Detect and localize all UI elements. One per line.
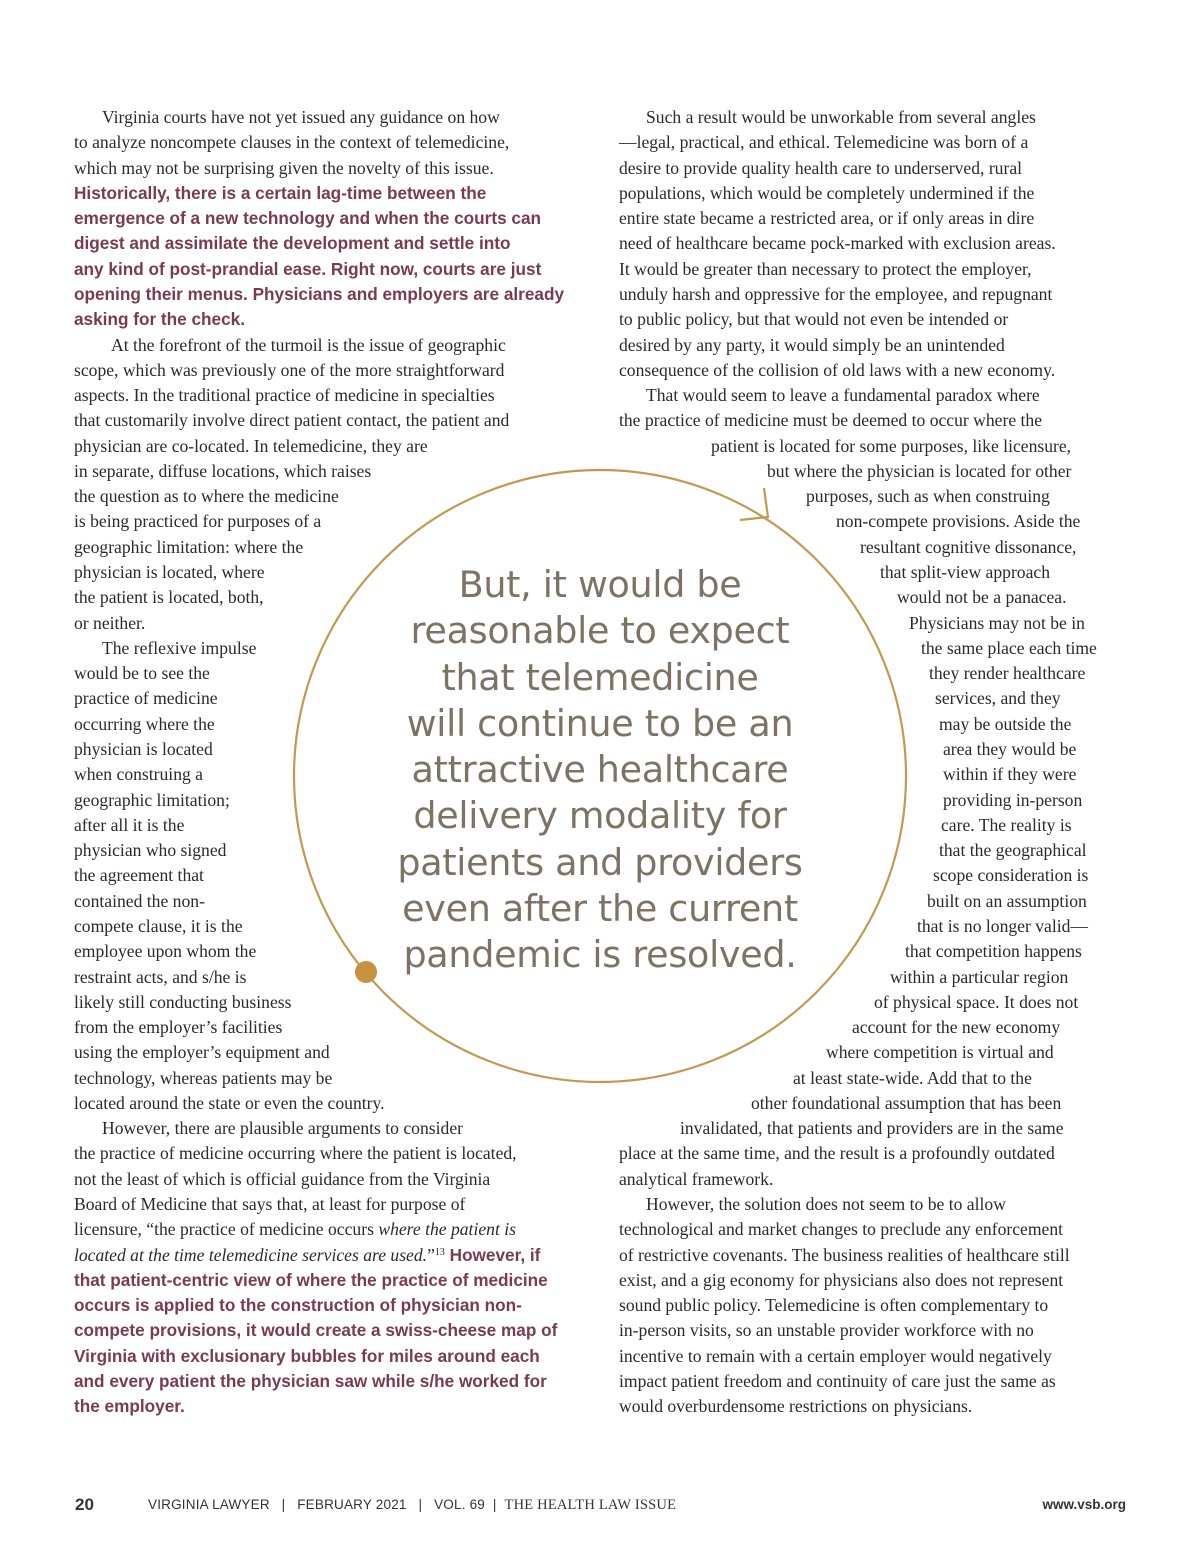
text-run: patient is located for some purposes, like licensure, — [711, 435, 1072, 456]
text-line — [939, 838, 1087, 863]
text-run: that customarily involve direct patient contact, the patient and — [74, 410, 510, 431]
text-line — [74, 914, 243, 939]
text-line — [74, 257, 541, 282]
text-run: scope consideration is — [933, 865, 1089, 886]
text-run: purposes, such as when construing — [806, 486, 1050, 507]
text-line — [74, 1066, 332, 1091]
text-run: opening their menus. Physicians and employers are already — [74, 283, 565, 304]
text-run: compete clause, it is the — [74, 915, 243, 936]
text-line — [74, 1217, 516, 1242]
text-run: restraint acts, and s/he is — [74, 966, 247, 987]
text-run: licensure, “the practice of medicine occurs — [74, 1219, 379, 1240]
text-line — [646, 1192, 1006, 1217]
text-run: in-person visits, so an unstable provider workforce with no — [619, 1320, 1034, 1341]
text-line — [74, 181, 486, 206]
text-line — [619, 358, 1055, 383]
text-line — [860, 535, 1076, 560]
text-run: compete provisions, it would create a swiss-cheese map of — [74, 1320, 558, 1341]
text-run: which may not be surprising given the novelty of this issue. — [74, 157, 494, 178]
text-line — [619, 130, 1028, 155]
text-run: from the employer’s facilities — [74, 1017, 283, 1038]
text-line — [74, 1091, 385, 1116]
text-line — [619, 408, 1042, 433]
text-line — [619, 333, 1005, 358]
text-line — [74, 130, 509, 155]
text-line — [74, 1243, 540, 1268]
circle-dot-icon — [355, 961, 377, 983]
text-line — [74, 788, 230, 813]
text-line — [74, 408, 509, 433]
text-line — [74, 762, 203, 787]
text-line — [74, 206, 541, 231]
text-line — [74, 1192, 465, 1217]
text-run: emergence of a new technology and when the courts can — [74, 208, 542, 229]
text-run: physician is located — [74, 739, 213, 759]
text-line — [897, 585, 1067, 610]
text-run: located at the time telemedicine services are used. — [74, 1244, 428, 1265]
text-run: within a particular region — [890, 966, 1069, 987]
text-run: to public policy, but that would not even be intended or — [619, 309, 1009, 330]
text-line — [74, 1394, 185, 1419]
text-run: However, there are plausible arguments to consider — [102, 1118, 463, 1139]
text-line — [880, 560, 1050, 585]
text-run: occurs is applied to the construction of physician non- — [74, 1295, 522, 1316]
text-run: Historically, there is a certain lag-time between the — [74, 182, 487, 203]
text-run: It would be greater than necessary to protect the employer, — [619, 258, 1032, 279]
publication-name: VIRGINIA LAWYER — [148, 1497, 270, 1512]
page-number: 20 — [75, 1495, 94, 1514]
text-run: asking for the check. — [74, 309, 245, 330]
text-line — [929, 661, 1085, 686]
text-run: Physicians may not be in — [909, 612, 1085, 633]
text-line — [74, 509, 321, 534]
text-line — [619, 1394, 972, 1419]
text-line — [619, 231, 1056, 256]
text-run: Board of Medicine that says that, at least for purpose of — [74, 1194, 466, 1215]
text-run: or neither. — [74, 612, 146, 633]
text-line — [619, 206, 1034, 231]
text-line — [806, 484, 1050, 509]
text-line — [619, 307, 1008, 332]
text-line — [935, 686, 1061, 711]
text-run: resultant cognitive dissonance, — [860, 536, 1077, 557]
text-run: place at the same time, and the result is a profoundly outdated — [619, 1143, 1055, 1164]
pull-quote-line: reasonable to expect — [410, 609, 790, 653]
text-run: analytical framework. — [619, 1168, 774, 1189]
text-run: other foundational assumption that has been — [751, 1092, 1062, 1113]
text-line — [74, 712, 215, 737]
text-run: providing in-person — [943, 789, 1083, 810]
text-line — [943, 788, 1082, 813]
text-line — [826, 1040, 1054, 1065]
text-run: contained the non- — [74, 890, 205, 911]
text-line — [74, 1040, 330, 1065]
text-run: desire to provide quality health care to underserved, rural — [619, 157, 1023, 178]
text-run: practice of medicine — [74, 688, 218, 709]
text-run: physician who signed — [74, 840, 227, 861]
text-run: the practice of medicine must be deemed to occur where the — [619, 410, 1043, 431]
text-line — [619, 1369, 1056, 1394]
text-run: populations, which would be completely undermined if the — [619, 182, 1035, 203]
text-run: after all it is the — [74, 814, 185, 835]
text-run: incentive to remain with a certain employer would negatively — [619, 1345, 1052, 1366]
text-run: invalidated, that patients and providers are in the same — [680, 1118, 1064, 1139]
text-run: account for the new economy — [852, 1017, 1061, 1038]
running-header — [148, 1494, 676, 1516]
text-run: any kind of post-prandial ease. Right now, courts are just — [74, 258, 542, 279]
text-run: may be outside the — [939, 713, 1072, 734]
text-line — [619, 1167, 773, 1192]
text-run: geographic limitation: where the — [74, 536, 304, 557]
text-line — [74, 282, 564, 307]
text-line — [74, 1318, 557, 1343]
text-line — [646, 383, 1040, 408]
text-line — [74, 1344, 540, 1369]
text-line — [74, 383, 495, 408]
pull-quote-line: But, it would be — [458, 563, 742, 606]
text-line — [905, 939, 1082, 964]
text-run: Virginia with exclusionary bubbles for miles around each — [74, 1345, 540, 1366]
text-run: that competition happens — [905, 941, 1082, 962]
text-run: entire state became a restricted area, or if only areas in dire — [619, 208, 1035, 229]
text-run: where competition is virtual and — [826, 1042, 1054, 1063]
text-run: physician are co-located. In telemedicine, they are — [74, 435, 428, 456]
text-line — [74, 1015, 282, 1040]
text-run: aspects. In the traditional practice of medicine in specialties — [74, 385, 495, 406]
text-run: area they would be — [943, 739, 1077, 759]
text-line — [890, 965, 1068, 990]
text-run: services, and they — [935, 688, 1061, 709]
text-line — [619, 1217, 1063, 1242]
text-line — [74, 434, 428, 459]
text-line — [921, 636, 1097, 661]
text-line — [74, 1369, 547, 1394]
footer-separator: | — [281, 1497, 286, 1512]
text-line — [793, 1066, 1032, 1091]
text-run: scope, which was previously one of the more straightforward — [74, 359, 505, 380]
text-run: geographic limitation; — [74, 789, 230, 810]
pull-quote-line: delivery modality for — [413, 794, 787, 838]
text-line — [74, 889, 205, 914]
text-run: is being practiced for purposes of a — [74, 511, 322, 532]
text-line — [619, 1141, 1055, 1166]
text-line — [74, 1141, 517, 1166]
text-run: within if they were — [943, 764, 1077, 785]
text-run: at least state-wide. Add that to the — [793, 1067, 1032, 1088]
website-url: www.vsb.org — [1042, 1497, 1126, 1512]
text-line — [74, 1268, 548, 1293]
issue-date: FEBRUARY 2021 — [297, 1497, 407, 1512]
text-line — [836, 509, 1080, 534]
text-run: desired by any party, it would simply be an unintended — [619, 334, 1005, 355]
text-line — [74, 965, 246, 990]
text-line — [711, 434, 1071, 459]
text-line — [909, 611, 1085, 636]
text-run: —legal, practical, and ethical. Telemedicine was born of a — [619, 132, 1029, 153]
text-line — [74, 231, 510, 256]
text-run: where the patient is — [378, 1219, 516, 1240]
pull-quote-line: attractive healthcare — [411, 748, 789, 792]
footer-separator: | — [418, 1497, 423, 1512]
text-run: At the forefront of the turmoil is the issue of geographic — [111, 334, 506, 355]
text-line — [874, 990, 1078, 1015]
footer-separator: | — [492, 1497, 497, 1512]
text-run: The reflexive impulse — [102, 637, 257, 658]
text-line — [941, 813, 1072, 838]
text-run: of restrictive covenants. The business realities of healthcare still — [619, 1244, 1070, 1265]
text-line — [619, 156, 1022, 181]
text-line — [74, 535, 303, 560]
text-line — [619, 282, 1052, 307]
text-line — [74, 838, 226, 863]
issue-title: THE HEALTH LAW ISSUE — [504, 1497, 677, 1513]
text-run: the question as to where the medicine — [74, 486, 339, 507]
text-line — [74, 459, 371, 484]
text-run: not the least of which is official guidance from the Virginia — [74, 1168, 491, 1189]
text-run: the same place each time — [921, 637, 1097, 658]
text-run: sound public policy. Telemedicine is often complementary to — [619, 1295, 1049, 1316]
pull-quote-line: will continue to be an — [406, 701, 794, 745]
text-line — [74, 585, 264, 610]
footnote-ref: 13 — [434, 1246, 445, 1258]
text-line — [751, 1091, 1061, 1116]
text-line — [943, 737, 1076, 762]
text-line — [74, 307, 245, 332]
text-line — [619, 181, 1034, 206]
text-run: using the employer’s equipment and — [74, 1042, 330, 1063]
text-line — [74, 358, 504, 383]
pull-quote — [385, 562, 815, 979]
text-line — [74, 863, 204, 888]
text-run: would overburdensome restrictions on physicians. — [619, 1396, 973, 1417]
text-line — [74, 813, 184, 838]
text-run: care. The reality is — [941, 814, 1072, 835]
text-line — [680, 1116, 1064, 1141]
text-run: they render healthcare — [929, 663, 1086, 684]
text-run: impact patient freedom and continuity of care just the same as — [619, 1371, 1056, 1391]
text-run: non-compete provisions. Aside the — [836, 511, 1081, 532]
text-line — [74, 661, 210, 686]
text-line — [619, 1243, 1070, 1268]
text-line — [933, 863, 1088, 888]
pull-quote-line: even after the current — [402, 887, 798, 931]
text-run: that split-view approach — [880, 562, 1051, 583]
text-line — [619, 1293, 1048, 1318]
text-run: that patient-centric view of where the practice of medicine — [74, 1269, 548, 1290]
text-run: However, if — [444, 1244, 541, 1265]
text-run: to analyze noncompete clauses in the context of telemedicine, — [74, 132, 510, 153]
text-run: need of healthcare became pock-marked with exclusion areas. — [619, 233, 1056, 254]
text-line — [102, 636, 256, 661]
circle-arrow-icon — [740, 488, 768, 520]
text-run: physician is located, where — [74, 562, 265, 583]
text-run: the agreement that — [74, 865, 204, 886]
text-line — [74, 737, 213, 762]
text-line — [74, 686, 218, 711]
text-run: consequence of the collision of old laws with a new economy. — [619, 359, 1056, 380]
text-run: Such a result would be unworkable from several angles — [646, 107, 1036, 127]
text-line — [939, 712, 1071, 737]
text-line — [74, 611, 145, 636]
text-run: located around the state or even the country. — [74, 1092, 385, 1113]
text-run: ” — [427, 1244, 435, 1265]
text-line — [102, 1116, 463, 1141]
text-line — [646, 105, 1036, 130]
pull-quote-line: that telemedicine — [441, 655, 759, 699]
text-run: of physical space. It does not — [874, 991, 1079, 1012]
text-line — [619, 1268, 1063, 1293]
text-run: would not be a panacea. — [897, 587, 1067, 608]
pull-quote-line: pandemic is resolved. — [403, 933, 797, 977]
text-run: when construing a — [74, 764, 203, 785]
text-run: the patient is located, both, — [74, 587, 264, 608]
text-line — [111, 333, 506, 358]
text-line — [74, 484, 339, 509]
text-line — [74, 939, 256, 964]
text-line — [102, 105, 500, 130]
text-run: technological and market changes to preclude any enforcement — [619, 1219, 1064, 1240]
text-run: That would seem to leave a fundamental paradox where — [646, 385, 1040, 406]
text-run: and every patient the physician saw while s/he worked for — [74, 1371, 547, 1391]
text-line — [74, 990, 291, 1015]
text-line — [619, 1344, 1052, 1369]
text-run: employee upon whom the — [74, 941, 257, 962]
text-run: would be to see the — [74, 663, 210, 684]
volume: VOL. 69 — [434, 1497, 486, 1512]
text-line — [74, 156, 494, 181]
text-line — [74, 1293, 522, 1318]
text-run: the practice of medicine occurring where the patient is located, — [74, 1143, 517, 1164]
text-line — [943, 762, 1076, 787]
text-run: technology, whereas patients may be — [74, 1067, 333, 1088]
text-run: but where the physician is located for other — [767, 460, 1072, 481]
text-run: unduly harsh and oppressive for the employee, and repugnant — [619, 283, 1053, 304]
text-line — [917, 914, 1088, 939]
text-line — [74, 1167, 490, 1192]
text-line — [852, 1015, 1060, 1040]
text-run: built on an assumption — [927, 890, 1087, 911]
text-run: in separate, diffuse locations, which raises — [74, 460, 372, 481]
text-run: digest and assimilate the development and settle into — [74, 233, 511, 254]
text-run: that is no longer valid— — [917, 915, 1089, 936]
text-run: the employer. — [74, 1396, 185, 1417]
text-line — [619, 257, 1032, 282]
text-run: exist, and a gig economy for physicians also does not represent — [619, 1269, 1064, 1290]
text-line — [619, 1318, 1034, 1343]
text-run: occurring where the — [74, 713, 215, 734]
text-line — [74, 560, 265, 585]
text-line — [767, 459, 1071, 484]
text-run: However, the solution does not seem to be to allow — [646, 1194, 1006, 1215]
text-run: Virginia courts have not yet issued any guidance on how — [102, 107, 500, 127]
text-run: that the geographical — [939, 840, 1087, 861]
pull-quote-line: patients and providers — [397, 840, 803, 884]
text-line — [927, 889, 1087, 914]
text-run: likely still conducting business — [74, 991, 292, 1012]
